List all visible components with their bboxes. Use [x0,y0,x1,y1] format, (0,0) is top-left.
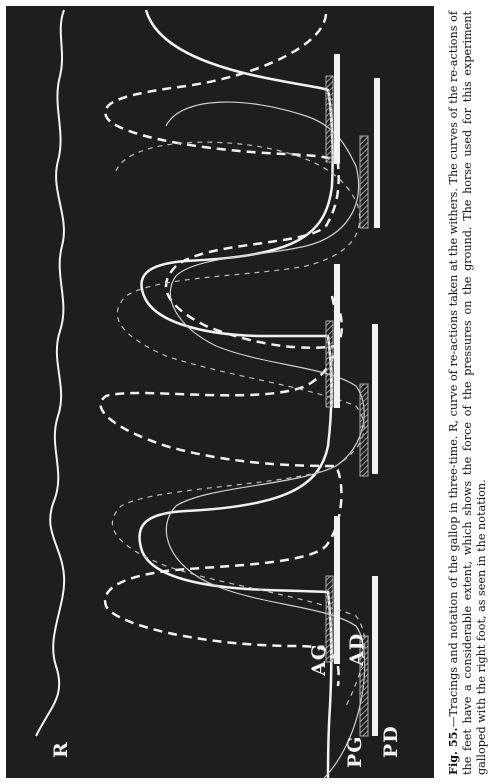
pg-bar-1 [360,136,368,228]
tracing-plot [6,6,434,778]
label-ag: AG [308,643,330,676]
pg-bar-2 [360,384,368,476]
ag-bar-2-solid [334,264,340,408]
caption-fig-number: Fig. 55. [446,727,460,775]
pd-bar-3-solid [372,576,378,736]
thin-reaction-curves [166,102,365,778]
figure-caption [446,11,489,775]
dashed-reaction-curves [101,14,342,686]
ag-bar-1 [326,76,333,162]
caption-text: —Tracings and notation of the gallop in three-time. R, curve of re-actions taken at the withers. The curves of the re-actions of the feet have a considerable extent, which shows the force of the pressures on the ground. The horse used for this experiment galloped with the right foot, as seen in the notation. [447,11,488,775]
ag-bar-3-solid [334,516,340,664]
ag-bar-1-solid [334,54,340,164]
label-pd: PD [380,725,402,758]
ag-bar-2 [326,321,333,407]
label-r: R [50,741,72,758]
figure-panel [6,6,434,778]
withers-curve-r [36,10,64,736]
label-ad: AD [346,632,368,666]
pd-bar-1-solid [374,78,380,228]
pd-bar-2-solid [372,324,378,474]
label-pg: PG [344,735,366,768]
